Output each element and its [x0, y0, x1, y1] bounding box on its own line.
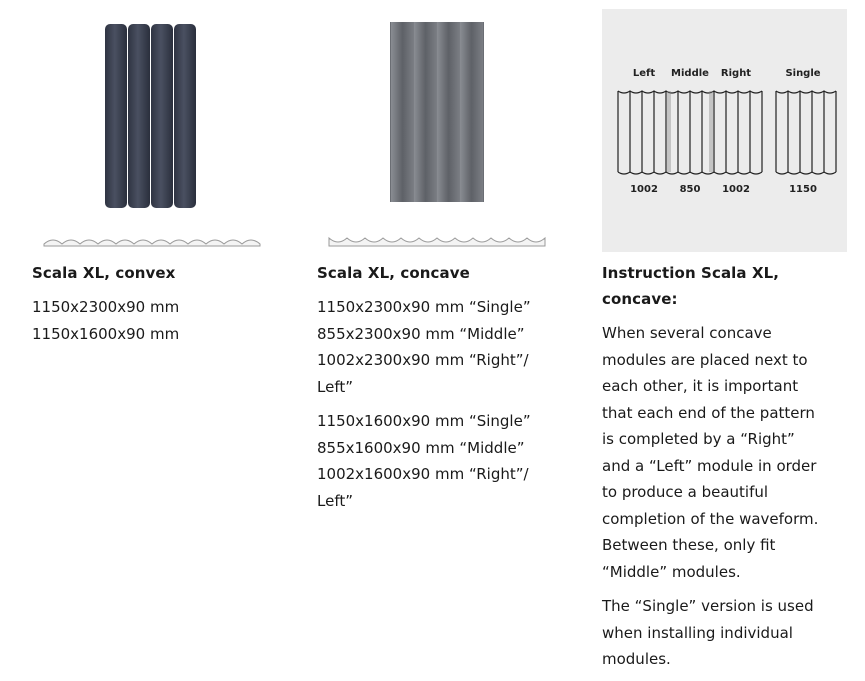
concave-media: [317, 0, 587, 252]
convex-panel-image: [104, 24, 198, 210]
module-layout-diagram: [602, 9, 847, 252]
size-line: 855x1600x90 mm “Middle”: [317, 438, 525, 457]
instruction-paragraph-1: [602, 320, 852, 585]
concave-profile-icon: [327, 234, 559, 248]
size-line: 1150x2300x90 mm: [32, 298, 180, 316]
convex-media: [32, 0, 292, 252]
text-line: to produce a beautiful: [602, 483, 769, 501]
size-line: 1002x2300x90 mm “Right”/: [317, 351, 529, 369]
instruction-section: [602, 0, 852, 673]
concave-panel-image: [390, 22, 484, 202]
size-line: 1150x1600x90 mm: [32, 324, 180, 343]
module-group-left-middle-right: [618, 91, 762, 174]
text-line: modules are placed next to: [602, 350, 808, 369]
size-line: 855x2300x90 mm “Middle”: [317, 324, 525, 343]
size-line: 1002x1600x90 mm “Right”/: [317, 465, 529, 483]
size-line: 1150x1600x90 mm “Single”: [317, 412, 531, 430]
module-single: [776, 91, 836, 174]
width-middle: 850: [679, 184, 701, 195]
text-line: that each end of the pattern: [602, 403, 815, 422]
instruction-title-line: concave:: [602, 290, 678, 308]
concave-sizes-1600: [317, 408, 587, 514]
text-line: completion of the waveform.: [602, 509, 819, 528]
instruction-media: [602, 0, 852, 252]
instruction-title-line: Instruction Scala XL,: [602, 264, 780, 282]
convex-sizes: [32, 294, 292, 347]
text-line: Between these, only fit: [602, 536, 776, 554]
text-line: modules.: [602, 650, 671, 668]
label-single: Single: [785, 68, 821, 79]
concave-title: Scala XL, concave: [317, 264, 470, 282]
label-right: Right: [720, 68, 752, 79]
size-line: Left”: [317, 377, 353, 396]
text-line: each other, it is important: [602, 377, 799, 395]
concave-sizes-2300: [317, 294, 587, 400]
convex-profile-icon: [42, 234, 268, 248]
product-concave: [317, 0, 587, 514]
product-convex: [32, 0, 292, 347]
module-diagram: [602, 9, 847, 252]
convex-title: Scala XL, convex: [32, 264, 176, 282]
text-line: is completed by a “Right”: [602, 430, 795, 448]
size-line: 1150x2300x90 mm “Single”: [317, 298, 531, 316]
width-right: 1002: [722, 184, 750, 195]
width-single: 1150: [789, 184, 817, 195]
text-line: When several concave: [602, 324, 772, 342]
width-left: 1002: [630, 184, 658, 195]
text-line: The “Single” version is used: [602, 597, 814, 615]
size-line: Left”: [317, 491, 353, 510]
instruction-paragraph-2: [602, 593, 852, 673]
text-line: “Middle” modules.: [602, 562, 741, 581]
label-middle: Middle: [671, 68, 709, 79]
instruction-title: [602, 260, 852, 312]
label-left: Left: [632, 68, 656, 79]
text-line: when installing individual: [602, 623, 793, 642]
text-line: and a “Left” module in order: [602, 456, 817, 475]
